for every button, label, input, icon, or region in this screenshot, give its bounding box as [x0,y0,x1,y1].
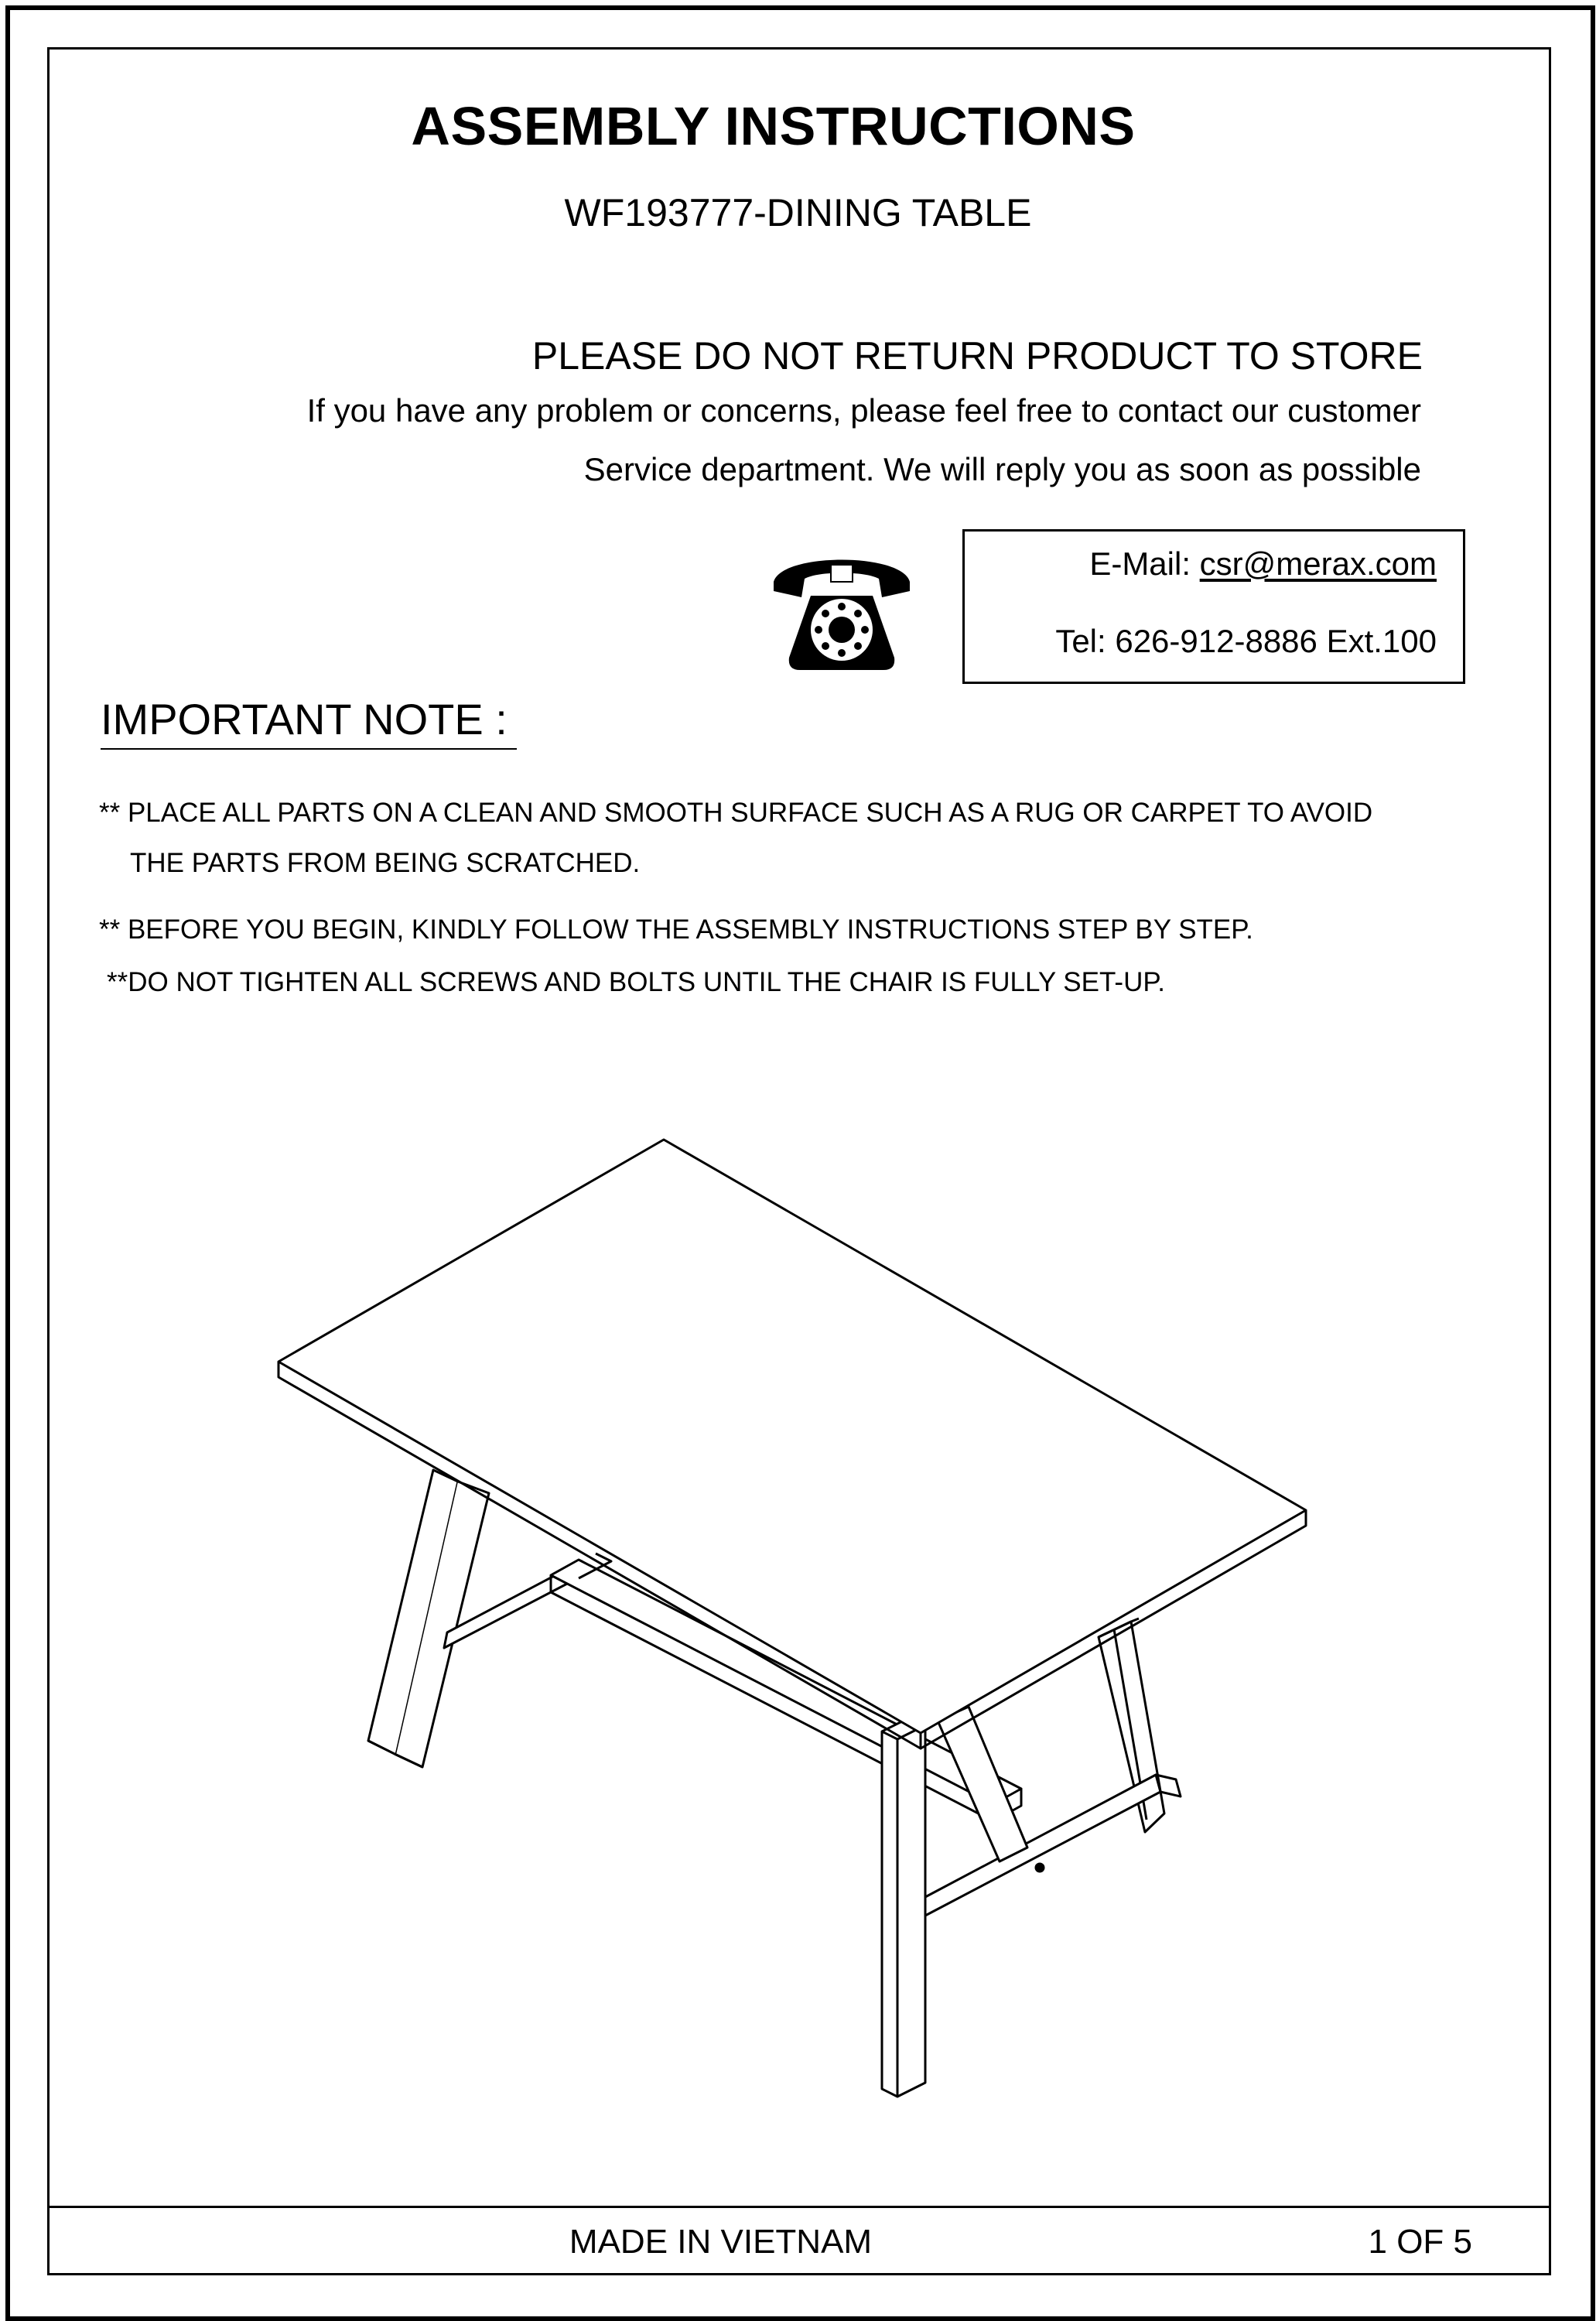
important-note-underline [101,748,517,750]
note-item-3: **DO NOT TIGHTEN ALL SCREWS AND BOLTS UNTIL THE CHAIR IS FULLY SET-UP. [107,967,1165,997]
return-notice-heading: PLEASE DO NOT RETURN PRODUCT TO STORE [531,334,1423,378]
important-note-heading: IMPORTANT NOTE : [101,695,508,743]
support-text-line-1: If you have any problem or concerns, please feel free to contact our customer [306,392,1421,429]
telephone-icon [766,542,918,675]
support-text-line-2: Service department. We will reply you as soon as possible [583,451,1421,487]
note-item-2: ** BEFORE YOU BEGIN, KINDLY FOLLOW THE ASSEMBLY INSTRUCTIONS STEP BY STEP. [99,914,1253,945]
email-link[interactable]: csr@merax.com [1199,545,1437,582]
footer-divider [47,2206,1549,2208]
page-title: ASSEMBLY INSTRUCTIONS [411,96,1136,156]
email-line [1089,545,1437,582]
note-item-1: ** PLACE ALL PARTS ON A CLEAN AND SMOOTH SURFACE SUCH AS A RUG OR CARPET TO AVOID [99,798,1373,828]
product-code: WF193777-DINING TABLE [564,191,1032,234]
telephone-line: Tel: 626-912-8886 Ext.100 [1055,623,1437,659]
dining-table-illustration [263,1126,1315,2101]
note-item-1-continued: THE PARTS FROM BEING SCRATCHED. [130,848,641,878]
email-label: E-Mail: [1089,545,1200,582]
page-number: 1 OF 5 [1368,2223,1472,2261]
made-in-label: MADE IN VIETNAM [569,2223,873,2261]
